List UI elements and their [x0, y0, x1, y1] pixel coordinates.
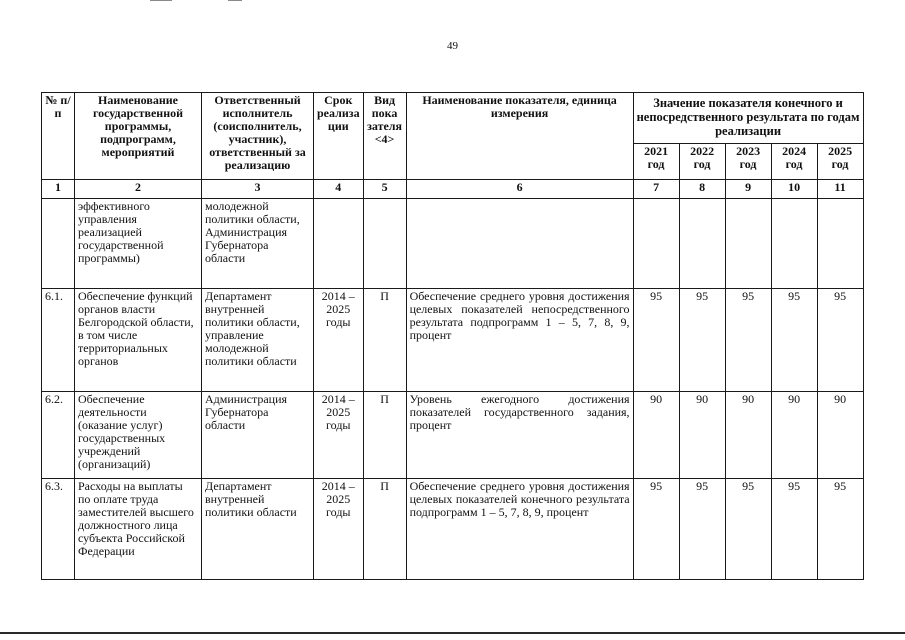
- header-num: № п/п: [42, 93, 75, 180]
- cell-num: [42, 199, 75, 289]
- cell-value: 95: [771, 289, 817, 392]
- header-values-group: Значение показателя конечного и непосредственного результата по годам реализации: [633, 93, 863, 144]
- cell-period: 2014 – 2025 годы: [314, 289, 364, 392]
- cell-value: 95: [633, 479, 679, 580]
- cell-program: Расходы на выплаты по оплате труда заместителей высшего должностного лица субъекта Российской Федерации: [75, 479, 202, 580]
- header-year: 2023 год: [725, 144, 771, 180]
- cell-value: [725, 199, 771, 289]
- column-number: 3: [202, 180, 314, 199]
- cell-value: 90: [633, 392, 679, 479]
- header-indicator-type: Вид пока зателя <4>: [363, 93, 406, 180]
- cell-num: 6.3.: [42, 479, 75, 580]
- cell-indicator-name: Обеспечение среднего уровня достижения целевых показателей конечного результата подпрограмм 1 – 5, 7, 8, 9, процент: [406, 479, 633, 580]
- cell-program: эффективного управления реализацией государственной программы): [75, 199, 202, 289]
- cell-value: [771, 199, 817, 289]
- cell-value: [679, 199, 725, 289]
- cell-indicator-type: [363, 199, 406, 289]
- column-number: 11: [817, 180, 863, 199]
- column-number: 1: [42, 180, 75, 199]
- scan-artifact: [150, 0, 172, 1]
- cell-value: 95: [725, 289, 771, 392]
- cell-period: 2014 – 2025 годы: [314, 392, 364, 479]
- header-executor: Ответственный исполнитель (соисполнитель, участник), ответственный за реализацию: [202, 93, 314, 180]
- cell-period: 2014 – 2025 годы: [314, 479, 364, 580]
- column-number: 10: [771, 180, 817, 199]
- column-number: 8: [679, 180, 725, 199]
- table-row: [42, 289, 864, 392]
- cell-executor: Администрация Губернатора области: [202, 392, 314, 479]
- cell-executor: Департамент внутренней политики области, управление молодежной политики области: [202, 289, 314, 392]
- cell-executor: молодежной политики области, Администрация Губернатора области: [202, 199, 314, 289]
- header-year: 2022 год: [679, 144, 725, 180]
- program-table: [41, 92, 864, 580]
- cell-num: 6.2.: [42, 392, 75, 479]
- column-number: 9: [725, 180, 771, 199]
- cell-indicator-type: П: [363, 289, 406, 392]
- cell-indicator-name: Уровень ежегодного достижения показателей государственного задания, процент: [406, 392, 633, 479]
- header-period: Срок реализа ции: [314, 93, 364, 180]
- cell-period: [314, 199, 364, 289]
- header-indicator-name: Наименование показателя, единица измерения: [406, 93, 633, 180]
- scan-artifact: [228, 0, 242, 1]
- cell-num: 6.1.: [42, 289, 75, 392]
- cell-value: 95: [817, 479, 863, 580]
- cell-program: Обеспечение деятельности (оказание услуг) государственных учреждений (организаций): [75, 392, 202, 479]
- cell-value: 95: [679, 479, 725, 580]
- table-row: [42, 392, 864, 479]
- column-number: 5: [363, 180, 406, 199]
- header-year: 2021 год: [633, 144, 679, 180]
- cell-value: [633, 199, 679, 289]
- cell-value: 95: [633, 289, 679, 392]
- cell-indicator-type: П: [363, 479, 406, 580]
- page-number: 49: [447, 40, 458, 52]
- cell-value: [817, 199, 863, 289]
- cell-value: 95: [679, 289, 725, 392]
- cell-program: Обеспечение функций органов власти Белгородской области, в том числе территориальных органов: [75, 289, 202, 392]
- cell-indicator-name: [406, 199, 633, 289]
- cell-value: 95: [725, 479, 771, 580]
- column-number: 4: [314, 180, 364, 199]
- header-year: 2024 год: [771, 144, 817, 180]
- cell-value: 90: [817, 392, 863, 479]
- cell-indicator-type: П: [363, 392, 406, 479]
- cell-executor: Департамент внутренней политики области: [202, 479, 314, 580]
- cell-value: 95: [817, 289, 863, 392]
- cell-value: 90: [679, 392, 725, 479]
- cell-value: 95: [771, 479, 817, 580]
- header-year: 2025 год: [817, 144, 863, 180]
- page-bottom-rule: [0, 632, 905, 634]
- column-number: 2: [75, 180, 202, 199]
- table-row: [42, 199, 864, 289]
- table-row: [42, 479, 864, 580]
- column-number: 7: [633, 180, 679, 199]
- header-program: Наименование государственной программы, подпрограмм, мероприятий: [75, 93, 202, 180]
- column-number: 6: [406, 180, 633, 199]
- cell-value: 90: [725, 392, 771, 479]
- cell-value: 90: [771, 392, 817, 479]
- cell-indicator-name: Обеспечение среднего уровня достижения целевых показателей непосредственного результата подпрограмм 1 – 5, 7, 8, 9, процент: [406, 289, 633, 392]
